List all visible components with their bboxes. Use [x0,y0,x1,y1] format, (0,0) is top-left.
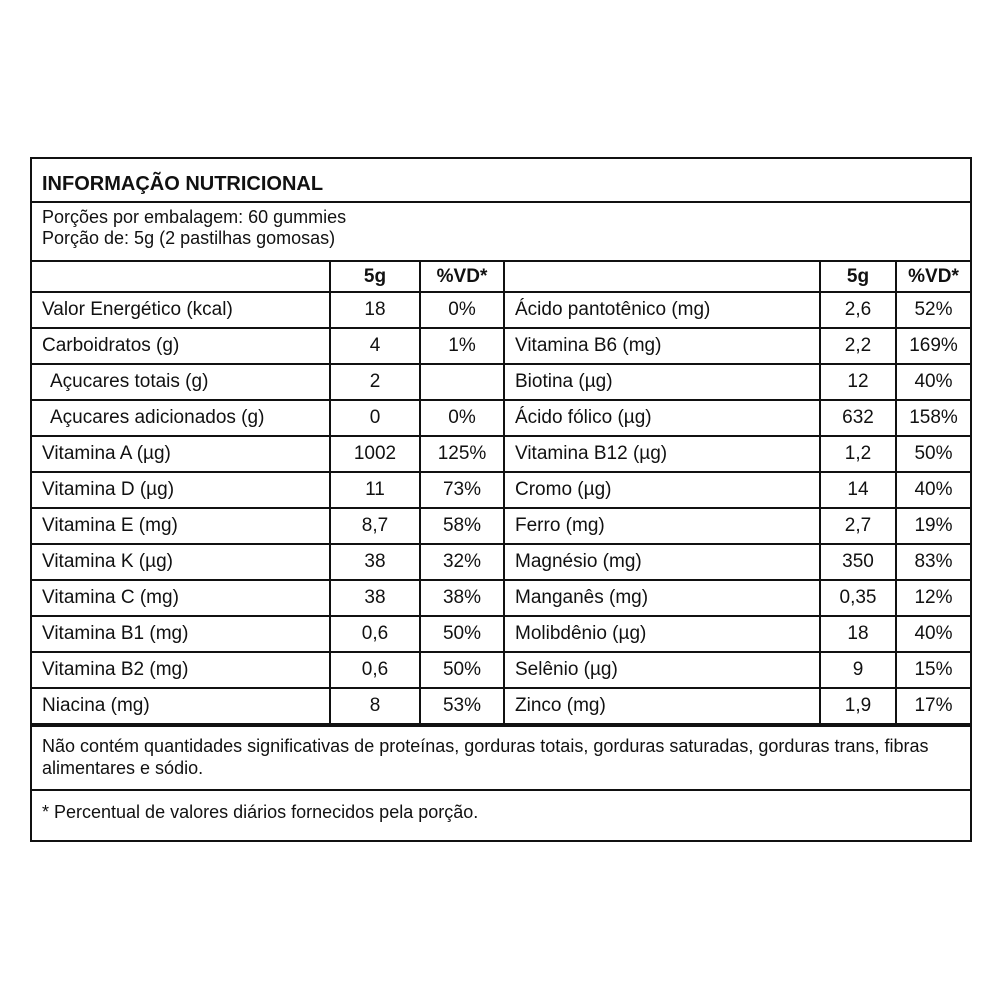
nutrient-name-right: Ácido pantotênico (mg) [504,292,820,328]
nutrient-dv-right: 17% [896,688,970,724]
nutrient-amount-right: 1,9 [820,688,896,724]
nutrient-name-left: Vitamina E (mg) [32,508,330,544]
nutrient-dv-right: 15% [896,652,970,688]
daily-value-note: * Percentual de valores diários fornecidos pela porção. [42,802,479,822]
nutrient-amount-left: 8 [330,688,420,724]
header-blank-right [504,262,820,292]
nutrient-dv-left: 53% [420,688,504,724]
table-row [32,400,970,436]
nutrient-name-left: Valor Energético (kcal) [32,292,330,328]
nutrient-amount-left: 18 [330,292,420,328]
nutrient-dv-right: 19% [896,508,970,544]
header-dv-left: %VD* [420,262,504,292]
nutrient-dv-left: 1% [420,328,504,364]
nutrient-name-left: Niacina (mg) [32,688,330,724]
nutrient-name-right: Biotina (µg) [504,364,820,400]
table-row [32,292,970,328]
nutrient-amount-right: 2,7 [820,508,896,544]
table-row [32,688,970,724]
nutrient-amount-left: 11 [330,472,420,508]
table-row [32,652,970,688]
nutrient-name-right: Vitamina B6 (mg) [504,328,820,364]
nutrient-dv-right: 83% [896,544,970,580]
nutrient-amount-left: 0,6 [330,652,420,688]
nutrient-dv-left: 73% [420,472,504,508]
nutrient-dv-left: 32% [420,544,504,580]
nutrient-name-right: Ácido fólico (µg) [504,400,820,436]
nutrient-amount-left: 38 [330,544,420,580]
nutrient-name-right: Vitamina B12 (µg) [504,436,820,472]
nutrient-amount-left: 8,7 [330,508,420,544]
nutrient-name-left: Açucares totais (g) [32,364,330,400]
nutrient-dv-right: 50% [896,436,970,472]
nutrient-name-right: Zinco (mg) [504,688,820,724]
nutrient-dv-right: 40% [896,364,970,400]
table-row [32,544,970,580]
table-row [32,580,970,616]
nutrient-name-left: Açucares adicionados (g) [32,400,330,436]
nutrient-dv-left [420,364,504,400]
nutrient-amount-right: 0,35 [820,580,896,616]
nutrient-dv-left: 125% [420,436,504,472]
header-dv-right: %VD* [896,262,970,292]
servings-info [32,203,970,262]
nutrient-amount-left: 2 [330,364,420,400]
nutrient-name-left: Vitamina C (mg) [32,580,330,616]
nutrient-amount-right: 2,2 [820,328,896,364]
table-row [32,508,970,544]
nutrient-name-left: Vitamina B1 (mg) [32,616,330,652]
nutrient-amount-right: 632 [820,400,896,436]
nutrient-amount-left: 0,6 [330,616,420,652]
servings-per-package: Porções por embalagem: 60 gummies [42,207,347,227]
nutrient-dv-right: 169% [896,328,970,364]
nutrient-amount-left: 38 [330,580,420,616]
nutrient-dv-right: 158% [896,400,970,436]
table-row [32,364,970,400]
nutrient-name-right: Ferro (mg) [504,508,820,544]
table-row [32,472,970,508]
nutrient-amount-right: 9 [820,652,896,688]
panel-title: INFORMAÇÃO NUTRICIONAL [32,159,970,203]
header-amount-left: 5g [330,262,420,292]
nutrient-name-left: Vitamina D (µg) [32,472,330,508]
nutrient-dv-left: 38% [420,580,504,616]
nutrient-name-left: Carboidratos (g) [32,328,330,364]
insignificant-amounts-note: Não contém quantidades significativas de proteínas, gorduras totais, gorduras saturadas, gorduras trans, fibras alimentares e sódio. [32,725,970,791]
nutrient-amount-left: 1002 [330,436,420,472]
nutrient-dv-left: 0% [420,400,504,436]
nutrient-dv-left: 50% [420,616,504,652]
nutrient-amount-right: 18 [820,616,896,652]
nutrient-table [32,262,970,725]
nutrient-amount-right: 12 [820,364,896,400]
header-blank-left [32,262,330,292]
table-header-row [32,262,970,292]
nutrient-dv-left: 50% [420,652,504,688]
nutrient-amount-right: 350 [820,544,896,580]
nutrient-dv-left: 58% [420,508,504,544]
nutrition-facts-panel [30,157,972,842]
nutrient-name-left: Vitamina B2 (mg) [32,652,330,688]
nutrient-amount-left: 4 [330,328,420,364]
nutrient-dv-right: 12% [896,580,970,616]
nutrient-dv-right: 40% [896,472,970,508]
portion-size: Porção de: 5g (2 pastilhas gomosas) [42,228,336,248]
nutrient-name-right: Manganês (mg) [504,580,820,616]
nutrient-dv-right: 40% [896,616,970,652]
nutrient-dv-left: 0% [420,292,504,328]
table-row [32,328,970,364]
nutrient-amount-right: 2,6 [820,292,896,328]
nutrient-amount-left: 0 [330,400,420,436]
nutrient-dv-right: 52% [896,292,970,328]
table-row [32,616,970,652]
header-amount-right: 5g [820,262,896,292]
nutrient-name-right: Cromo (µg) [504,472,820,508]
nutrient-name-left: Vitamina K (µg) [32,544,330,580]
nutrient-amount-right: 14 [820,472,896,508]
nutrient-name-left: Vitamina A (µg) [32,436,330,472]
nutrient-name-right: Molibdênio (µg) [504,616,820,652]
nutrient-name-right: Selênio (µg) [504,652,820,688]
table-row [32,436,970,472]
nutrient-name-right: Magnésio (mg) [504,544,820,580]
nutrient-amount-right: 1,2 [820,436,896,472]
